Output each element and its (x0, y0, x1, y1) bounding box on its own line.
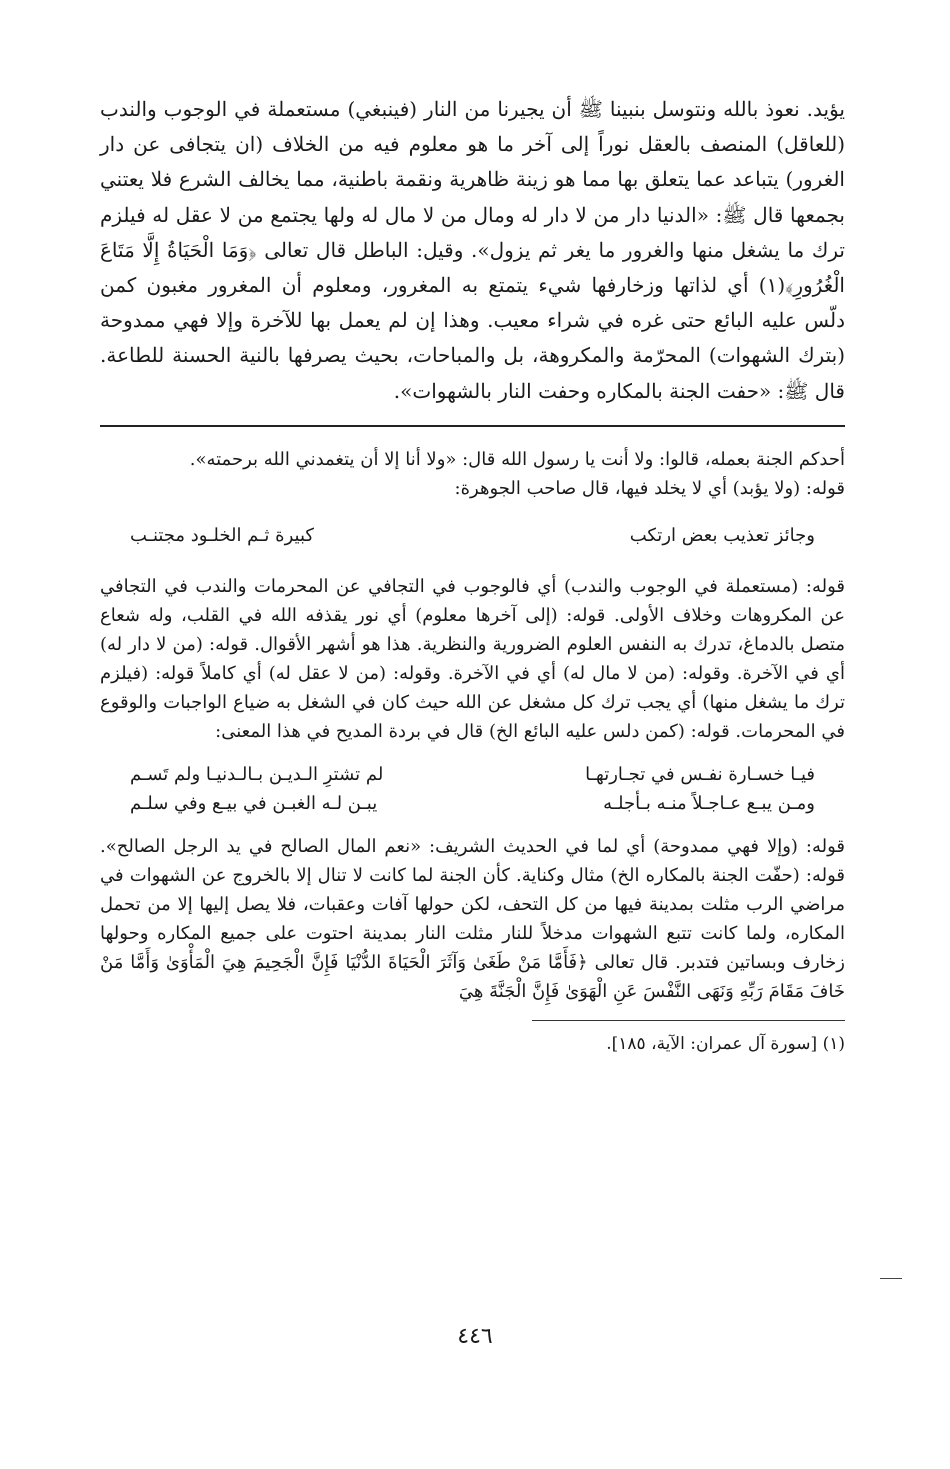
commentary-paragraph-4: قوله: (وإلا فهي ممدوحة) أي لما في الحديث الشريف: «نعم المال الصالح في يد الرجل الصالح». قوله: (حفّت الجنة بالمكاره الخ) مثال وكناية. كأن الجنة لما كانت لا تنال إلا بالخروج عن الشهوات في مراضي الرب مثلت بمدينة فيها من كل التحف، لكن حولها آفات وعقبات، فلا يصل إليها إلا من تحمل المكاره، ولما كانت تتبع الشهوات مدخلاً للنار مثلت النار بمدينة احتوت على جميع المكاره وحولها زخارف وبساتين فتدبر. قال تعالى ﴿فَأَمَّا مَنْ طَغَىٰ وَآثَرَ الْحَيَاةَ الدُّنْيَا فَإِنَّ الْجَحِيمَ هِيَ الْمَأْوَىٰ وَأَمَّا مَنْ خَافَ مَقَامَ رَبِّهِ وَنَهَى النَّفْسَ عَنِ الْهَوَىٰ فَإِنَّ الْجَنَّةَ هِيَ (100, 835, 845, 1002)
footnote: (١) [سورة آل عمران: الآية، ١٨٥]. (606, 1033, 845, 1054)
verse-hemistich-first: وجائز تعذيب بعض ارتكب (629, 524, 815, 546)
verse-hemistich-first: فيـا خسـارة نفـس في تجـارتهـا (585, 763, 815, 785)
verse-hemistich-second: يبـن لـه الغبـن في بيـع وفي سلـم (130, 792, 378, 814)
margin-mark (880, 1278, 902, 1279)
poem-verse-2 (100, 760, 845, 818)
separator-rule (100, 425, 845, 427)
footnote-rule (532, 1020, 845, 1021)
verse-line (100, 760, 845, 789)
document-page (100, 92, 845, 1057)
poem-verse-1 (100, 521, 845, 550)
commentary-section (100, 445, 845, 1006)
main-text: يؤيد. نعوذ بالله ونتوسل بنبينا ﷺ أن يجيرنا من النار (فينبغي) مستعملة في الوجوب والندب (للعاقل) المنصف بالعقل نوراً إلى آخر ما هو معلوم فيه من الخلاف (ان يتجافى عن دار الغرور) يتباعد عما يتعلق بها مما هو زينة ظاهرية ونقمة باطنية، مما يخالف الشرع فلا يعتني بجمعها قال ﷺ: «الدنيا دار من لا دار له ومال من لا مال له ولها يجتمع من لا عقل له فيلزم ترك ما يشغل منها والغرور ما يغر ثم يزول». وقيل: الباطل قال تعالى ﴿وَمَا الْحَيَاةُ إِلَّا مَتَاعَ الْغُرُورِ﴾(١) أي لذاتها وزخارفها شيء يتمتع به المغرور، ومعلوم أن المغرور مغبون كمن دلّس عليه البائع حتى غره في شراء معيب. وهذا إن لم يعمل بها للآخرة وإلا فهي ممدوحة (بترك الشهوات) المحرّمة والمكروهة، بل والمباحات، بحيث يصرفها بالنية الحسنة للطاعة. قال ﷺ: «حفت الجنة بالمكاره وحفت النار بالشهوات». (100, 97, 845, 403)
commentary-paragraph-2: قوله: (ولا يؤبد) أي لا يخلد فيها، قال صاحب الجوهرة: (454, 477, 845, 499)
verse-hemistich-second: كبيرة ثـم الخلـود مجتنـب (130, 524, 314, 546)
verse-hemistich-second: لم تشترِ الـديـن بـالـدنيـا ولم تَسـم (130, 763, 384, 785)
page-number: ٤٤٦ (457, 1324, 493, 1349)
verse-hemistich-first: ومـن يبـع عـاجـلاً منـه بـأجلـه (603, 792, 815, 814)
verse-line (100, 789, 845, 818)
commentary-paragraph-1: أحدكم الجنة بعمله، قالوا: ولا أنت يا رسول الله قال: «ولا أنا إلا أن يتغمدني الله برحمته». (189, 448, 845, 470)
commentary-paragraph-3: قوله: (مستعملة في الوجوب والندب) أي فالوجوب في التجافي عن المحرمات والندب في التجافي عن المكروهات وخلاف الأولى. قوله: (إلى آخرها معلوم) أي نور يقذفه الله في القلب، وله شعاع متصل بالدماغ، تدرك به النفس العلوم الضرورية والنظرية. هذا هو أشهر الأقوال. قوله: (من لا دار له) أي في الآخرة. وقوله: (من لا مال له) أي في الآخرة. وقوله: (من لا عقل له) أي كاملاً قوله: (فيلزم ترك ما يشغل منها) أي يجب ترك كل مشغل عن الله حيث كان في الشغل به ضياع الواجبات والوقوع في المحرمات. قوله: (كمن دلس عليه البائع الخ) قال في بردة المديح في هذا المعنى: (100, 575, 845, 742)
